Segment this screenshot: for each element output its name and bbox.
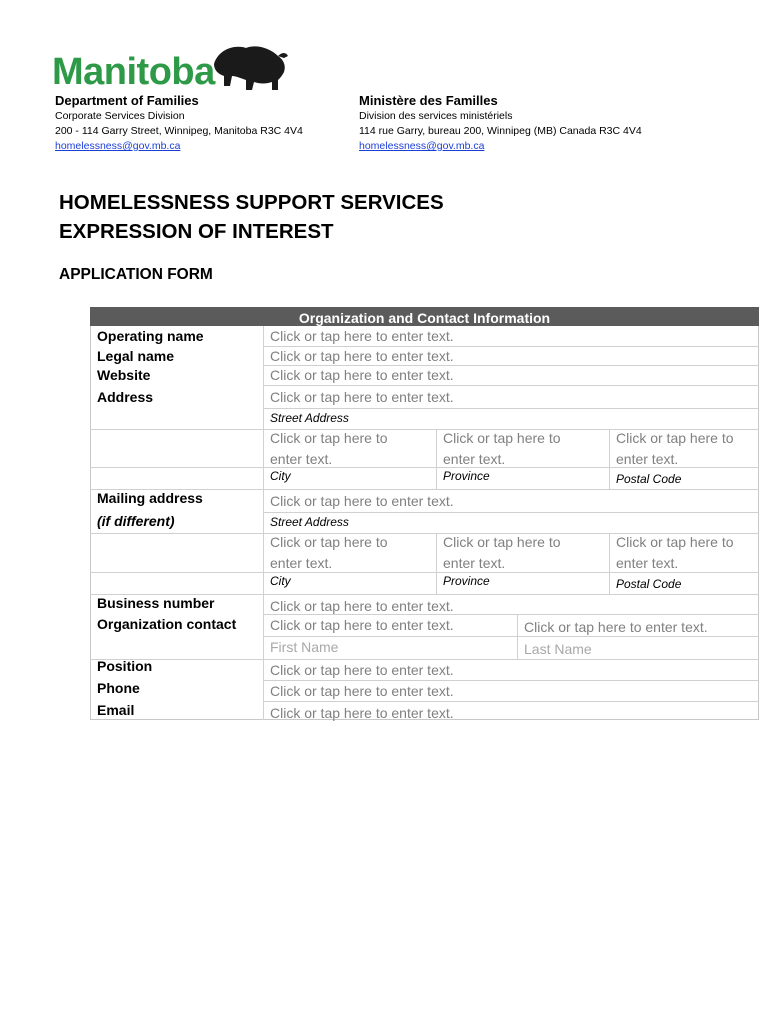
mailing-province-field[interactable]: Click or tap here to enter text.: [443, 534, 561, 571]
email-link-fr[interactable]: homelessness@gov.mb.ca: [359, 140, 485, 152]
label-organization-contact: Organization contact: [97, 616, 237, 632]
sublabel-mailing-city: City: [270, 574, 291, 588]
sublabel-mailing-postal-code: Postal Code: [616, 577, 682, 591]
mailing-city-field[interactable]: Click or tap here to enter text.: [270, 534, 388, 571]
department-address-fr: 114 rue Garry, bureau 200, Winnipeg (MB) Canada R3C 4V4: [359, 125, 642, 137]
label-business-number: Business number: [97, 595, 215, 611]
label-phone: Phone: [97, 680, 140, 696]
title-line-1: HOMELESSNESS SUPPORT SERVICES: [59, 191, 444, 214]
bison-icon: [208, 42, 288, 94]
business-number-field[interactable]: Click or tap here to enter text.: [270, 598, 454, 614]
label-email: Email: [97, 702, 135, 718]
email-link[interactable]: homelessness@gov.mb.ca: [55, 140, 181, 152]
mailing-postal-code-field[interactable]: Click or tap here to enter text.: [616, 534, 734, 571]
postal-code-field[interactable]: Click or tap here to enter text.: [616, 430, 734, 467]
sublabel-postal-code: Postal Code: [616, 472, 682, 486]
division-name: Corporate Services Division: [55, 110, 185, 122]
website-field[interactable]: Click or tap here to enter text.: [270, 367, 454, 383]
label-if-different: (if different): [97, 513, 175, 529]
last-name-hint: Last Name: [524, 641, 592, 657]
first-name-hint: First Name: [270, 639, 339, 655]
sublabel-mailing-province: Province: [443, 574, 490, 588]
position-field[interactable]: Click or tap here to enter text.: [270, 662, 454, 678]
department-block-french: [359, 93, 642, 154]
department-block-english: [55, 93, 303, 154]
sublabel-city: City: [270, 469, 291, 483]
operating-name-field[interactable]: Click or tap here to enter text.: [270, 328, 454, 344]
label-operating-name: Operating name: [97, 328, 204, 344]
table-header: Organization and Contact Information: [90, 307, 759, 326]
province-field[interactable]: Click or tap here to enter text.: [443, 430, 561, 467]
title-line-2: EXPRESSION OF INTEREST: [59, 220, 334, 243]
label-legal-name: Legal name: [97, 348, 175, 364]
label-address: Address: [97, 389, 154, 405]
mailing-street-field[interactable]: Click or tap here to enter text.: [270, 493, 454, 509]
division-name-fr: Division des services ministériels: [359, 110, 513, 122]
contact-last-name-field[interactable]: Click or tap here to enter text.: [524, 619, 708, 635]
department-address: 200 - 114 Garry Street, Winnipeg, Manitoba R3C 4V4: [55, 125, 303, 137]
department-title: Department of Families: [55, 93, 199, 108]
sublabel-province: Province: [443, 469, 490, 483]
sublabel-mailing-street: Street Address: [270, 515, 349, 529]
contact-first-name-field[interactable]: Click or tap here to enter text.: [270, 617, 454, 633]
phone-field[interactable]: Click or tap here to enter text.: [270, 683, 454, 699]
form-subtitle: APPLICATION FORM: [59, 266, 213, 283]
street-address-field[interactable]: Click or tap here to enter text.: [270, 389, 454, 405]
label-position: Position: [97, 658, 153, 674]
label-mailing-address: Mailing address: [97, 490, 203, 506]
page-title: [59, 188, 444, 246]
legal-name-field[interactable]: Click or tap here to enter text.: [270, 348, 454, 364]
department-title-fr: Ministère des Familles: [359, 93, 498, 108]
manitoba-wordmark: Manitoba: [52, 51, 215, 93]
label-website: Website: [97, 367, 151, 383]
city-field[interactable]: Click or tap here to enter text.: [270, 430, 388, 467]
email-field[interactable]: Click or tap here to enter text.: [270, 705, 454, 721]
sublabel-street-address: Street Address: [270, 411, 349, 425]
